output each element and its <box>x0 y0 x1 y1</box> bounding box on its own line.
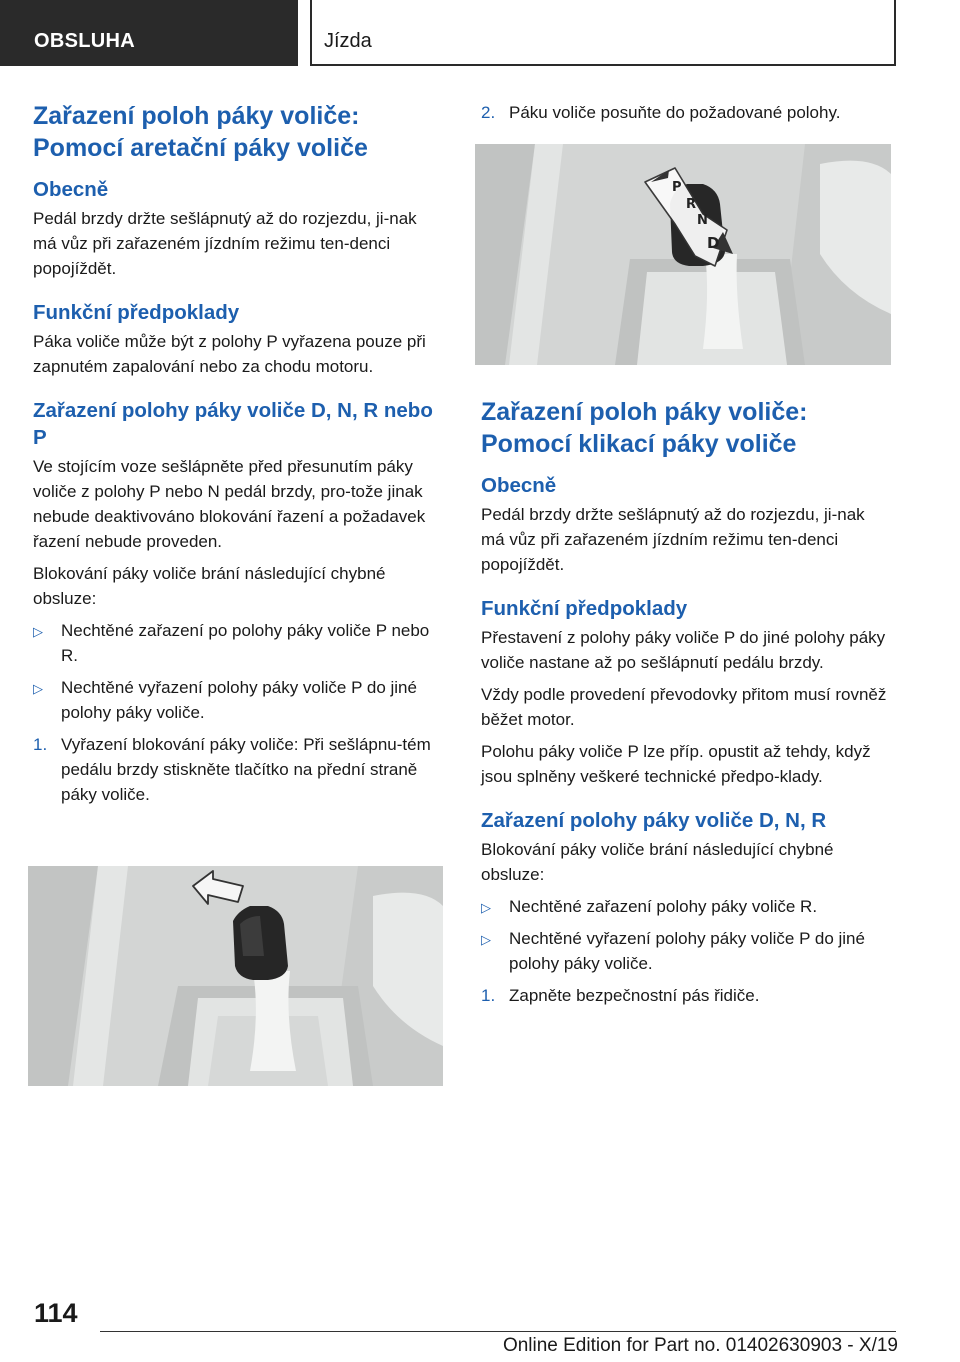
step-item <box>481 983 891 1008</box>
gear-label-n: N <box>697 213 708 228</box>
block-text: Blokování páky voliče brání následující chybné obsluze: <box>481 840 834 884</box>
gear-label-d: D <box>707 234 720 252</box>
step-number: 1. <box>481 986 496 1005</box>
step-number: 2. <box>481 103 496 122</box>
gear-positions-illustration <box>475 144 891 365</box>
prereq-text: Polohu páky voliče P lze příp. opustit až tehdy, když jsou splněny veškeré technické předpo-klady. <box>481 742 871 786</box>
right-column <box>481 100 891 132</box>
selector-lever-illustration <box>28 866 443 1086</box>
right-column-lower <box>481 396 891 1015</box>
prereq-text: Páka voliče může být z polohy P vyřazena pouze při zapnutém zapalování nebo za chodu motoru. <box>33 332 426 376</box>
shift-heading: Zařazení polohy páky voliče D, N, R <box>481 809 827 832</box>
general-heading: Obecně <box>33 178 109 201</box>
chapter-title: Jízda <box>310 0 896 66</box>
triangle-right-icon: ▷ <box>481 932 491 947</box>
left-column <box>33 100 443 814</box>
general-heading: Obecně <box>481 474 557 497</box>
shift-heading: Zařazení polohy páky voliče D, N, R nebo P <box>33 399 433 449</box>
step-text: Vyřazení blokování páky voliče: Při sešlápnu-tém pedálu brzdy stiskněte tlačítko na přední straně páky voliče. <box>61 735 431 804</box>
shift-text: Ve stojícím voze sešlápněte před přesunutím páky voliče z polohy P nebo N pedál brzdy, pro-tože jinak nebude deaktivováno blokování řazení a požadavek řazení nebude proveden. <box>33 457 426 551</box>
triangle-right-icon: ▷ <box>481 900 491 915</box>
general-text: Pedál brzdy držte sešlápnutý až do rozjezdu, ji-nak má vůz při zařazeném jízdním režimu ten-denci popojíždět. <box>33 209 417 278</box>
edition-note: Online Edition for Part no. 01402630903 - X/19 <box>502 1335 898 1356</box>
list-item-text: Nechtěné zařazení polohy páky voliče R. <box>509 897 818 916</box>
prereq-text: Přestavení z polohy páky voliče P do jiné polohy páky voliče nastane až po sešlápnutí pedálu brzdy. <box>481 628 886 672</box>
section-title: Zařazení poloh páky voliče: Pomocí klikací páky voliče <box>481 398 808 458</box>
triangle-right-icon: ▷ <box>33 624 43 639</box>
list-item <box>33 618 443 668</box>
step-item <box>481 100 891 125</box>
step-number: 1. <box>33 735 48 754</box>
step-text: Zapněte bezpečnostní pás řidiče. <box>509 986 760 1005</box>
page-header <box>0 0 960 66</box>
list-item-text: Nechtěné zařazení po polohy páky voliče P nebo R. <box>61 621 430 665</box>
footer-divider <box>100 1331 896 1332</box>
list-item <box>33 675 443 725</box>
general-text: Pedál brzdy držte sešlápnutý až do rozjezdu, ji-nak má vůz při zařazeném jízdním režimu ten-denci popojíždět. <box>481 505 865 574</box>
triangle-right-icon: ▷ <box>33 681 43 696</box>
list-item <box>481 926 891 976</box>
step-text: Páku voliče posuňte do požadované polohy. <box>509 103 841 122</box>
gear-label-p: P <box>672 180 682 195</box>
page-number: 114 <box>34 1298 78 1328</box>
section-title: Zařazení poloh páky voliče: Pomocí aretační páky voliče <box>33 102 368 162</box>
step-item <box>33 732 443 807</box>
gear-label-r: R <box>686 197 697 212</box>
block-text: Blokování páky voliče brání následující chybné obsluze: <box>33 564 386 608</box>
prereq-heading: Funkční předpoklady <box>481 597 688 620</box>
list-item-text: Nechtěné vyřazení polohy páky voliče P do jiné polohy páky voliče. <box>61 678 417 722</box>
prereq-text: Vždy podle provedení převodovky přitom musí rovněž běžet motor. <box>481 685 887 729</box>
prereq-heading: Funkční předpoklady <box>33 301 240 324</box>
list-item <box>481 894 891 919</box>
section-tab: OBSLUHA <box>0 0 298 66</box>
list-item-text: Nechtěné vyřazení polohy páky voliče P do jiné polohy páky voliče. <box>509 929 865 973</box>
